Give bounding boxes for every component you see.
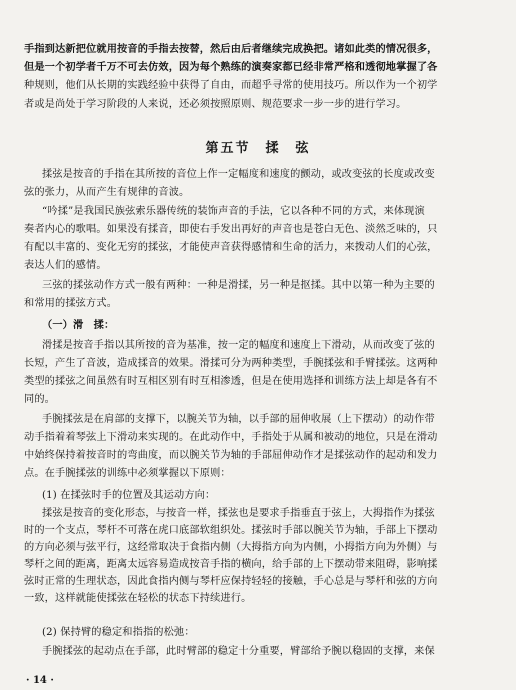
text-line: 弦时正常的生理状态，因此食指内侧与琴杆应保持轻轻的接触，手心总是与琴杆和弦的方向: [24, 576, 438, 587]
text-line: 三弦的揉弦动作方式一般有两种：一种是滑揉，另一种是抠揉。其中以第一种为主要的: [42, 280, 435, 291]
text-line: 但是一个初学者千万不可去仿效，因为每个熟练的演奏家都已经非常严格和透彻地掌握了各: [24, 61, 438, 73]
text-line: 手指到达新把位就用按音的手指去按替，然后由后者继续完成换把。诸如此类的情况很多，: [24, 43, 438, 55]
text-line: 时的一个支点，琴杆不可落在虎口底部软组织处。揉弦时手部以腕关节为轴，手部上下摆动: [24, 525, 438, 536]
text-line: 滑揉是按音手指以其所按的音为基准，按一定的幅度和速度上下滑动，从而改变了弦的: [42, 340, 435, 351]
text-line: 一致，这样就能使揉弦在轻松的状态下持续进行。: [24, 593, 252, 604]
text-line: 长短，产生了音波，造成揉音的效果。滑揉可分为两种类型，手腕揉弦和手臂揉弦。这两种: [24, 358, 438, 369]
text-line: 手腕揉弦的起动点在手部，此时臂部的稳定十分重要，臂部给予腕以稳固的支撑，来保: [42, 646, 435, 657]
text-line: 种规则，他们从长期的实践经验中获得了自由，而超乎寻常的使用技巧。所以作为一个初学: [24, 80, 438, 91]
text-line: 中始终保持着按音时的弯曲度，而以腕关节为轴的手部屈伸动作才是揉弦动作的起动和发力: [24, 450, 438, 461]
text-line: 奏者内心的歌唱。如果没有揉音，即使右手发出再好的声音也是苍白无色、淡然乏味的，只: [24, 224, 438, 235]
text-line: 的方向必须与弦平行，这经常取决于食指内侧（大拇指方向为内侧，小拇指方向为外侧）与: [24, 542, 438, 553]
text-line: 者或是尚处于学习阶段的人来说，还必须按照原则、规范要求一步一步的进行学习。: [24, 99, 407, 110]
text-line: “吟揉”是我国民族弦索乐器传统的装饰声音的手法，它以各种不同的方式，来体现演: [42, 206, 425, 217]
text-line: 手腕揉弦是在肩部的支撑下，以腕关节为轴，以手部的屈伸收展（上下摆动）的动作带: [42, 414, 435, 425]
item-1-heading: (1) 在揉弦时手的位置及其运动方向：: [42, 490, 216, 501]
text-line: 同的。: [24, 394, 56, 405]
text-line: 弦的张力，从而产生有规律的音波。: [24, 187, 190, 198]
item-2-heading: (2) 保持臂的稳定和指指的松弛：: [42, 627, 195, 638]
page-number: · 14 ·: [26, 675, 54, 686]
section-title: 第五节 揉 弦: [205, 141, 311, 156]
subheading-slide-vibrato: （一）滑 揉：: [42, 319, 115, 331]
text-line: 动手指着着琴弦上下滑动来实现的。在此动作中，手指处于从属和被动的地位，只是在滑动: [24, 432, 438, 443]
text-line: 点。在手腕揉弦的训练中必须掌握以下原则：: [24, 468, 231, 479]
text-line: 揉弦是按音的手指在其所按的音位上作一定幅度和速度的颤动，或改变弦的长度或改变: [42, 169, 435, 180]
text-line: 揉弦是按音的变化形态，与按音一样，揉弦也是要求手指垂直于弦上，大拇指作为揉弦: [42, 508, 435, 519]
text-line: 类型的揉弦之间虽然有时互相区别有时互相渗透，但是在使用选择和训练方法上却是各有不: [24, 376, 438, 387]
text-line: 有配以丰富的、变化无穷的揉弦，才能使声音获得感情和生命的活力，来拨动人们的心弦，: [24, 242, 438, 253]
text-line: 和常用的揉弦方式。: [24, 298, 118, 309]
text-line: 表达人们的感情。: [24, 260, 107, 271]
text-line: 琴杆之间的距离，距离太远容易造成按音手指的横向，给手部的上下摆动带来阻碍，影响揉: [24, 559, 438, 570]
